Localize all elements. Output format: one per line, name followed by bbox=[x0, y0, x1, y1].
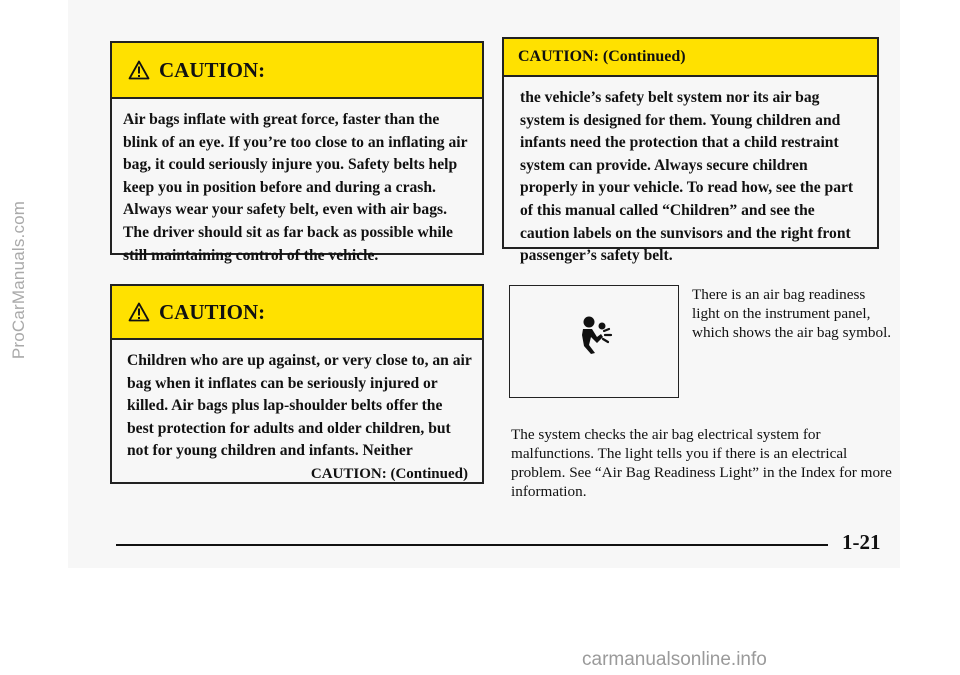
air-bag-symbol-icon bbox=[577, 315, 613, 355]
side-watermark: ProCarManuals.com bbox=[9, 200, 28, 360]
readiness-light-description: The system checks the air bag electrical system for malfunctions. The light tells you if there is an electrical problem. See “Air Bag Readiness Light” in the Index for more information. bbox=[511, 426, 892, 500]
caution-header bbox=[112, 43, 482, 99]
footer-watermark: carmanualsonline.info bbox=[582, 649, 767, 670]
caution-text: Air bags inflate with great force, faster than the blink of an eye. If you’re too close to an inflating air bag, it could seriously injure you. Safety belts help keep you in position before and during a crash. Always wear your safety belt, even with air bags. The driver should sit as far back as possible while still maintaining control of the vehicle. bbox=[123, 111, 468, 264]
warning-triangle-icon bbox=[128, 60, 150, 80]
caution-text: Children who are up against, or very close to, an air bag when it inflates can be seriously injured or killed. Air bags plus lap-shoulder belts offer the best protection for adults and older children, but not for young children and infants. Neither CAUTION: (Continued) bbox=[112, 340, 482, 486]
caution-heading: CAUTION: (Continued) bbox=[518, 48, 686, 65]
caution-header bbox=[504, 39, 877, 77]
footer-rule bbox=[116, 544, 828, 546]
caution-text: the vehicle’s safety belt system nor its air bag system is designed for them. Young children and infants need the protection that a child restraint system can provide. Always secure children properly in your vehicle. To read how, see the part of this manual called “Children” and see the caution labels on the sunvisors and the right front passenger’s safety belt. bbox=[520, 89, 854, 265]
caution-heading: CAUTION: bbox=[159, 299, 266, 324]
caution-heading: CAUTION: bbox=[159, 57, 266, 82]
caution-continued-label: CAUTION: (Continued) bbox=[310, 465, 468, 482]
air-bag-symbol-box bbox=[509, 285, 679, 398]
readiness-light-intro: There is an air bag readiness light on the instrument panel, which shows the air bag symbol. bbox=[692, 286, 892, 341]
caution-box-children bbox=[110, 284, 484, 484]
caution-box-airbag-force bbox=[110, 41, 484, 264]
warning-triangle-icon bbox=[128, 302, 150, 322]
page-number: 1-21 bbox=[842, 530, 881, 554]
caution-box-continued bbox=[502, 37, 879, 265]
caution-header bbox=[112, 286, 482, 340]
